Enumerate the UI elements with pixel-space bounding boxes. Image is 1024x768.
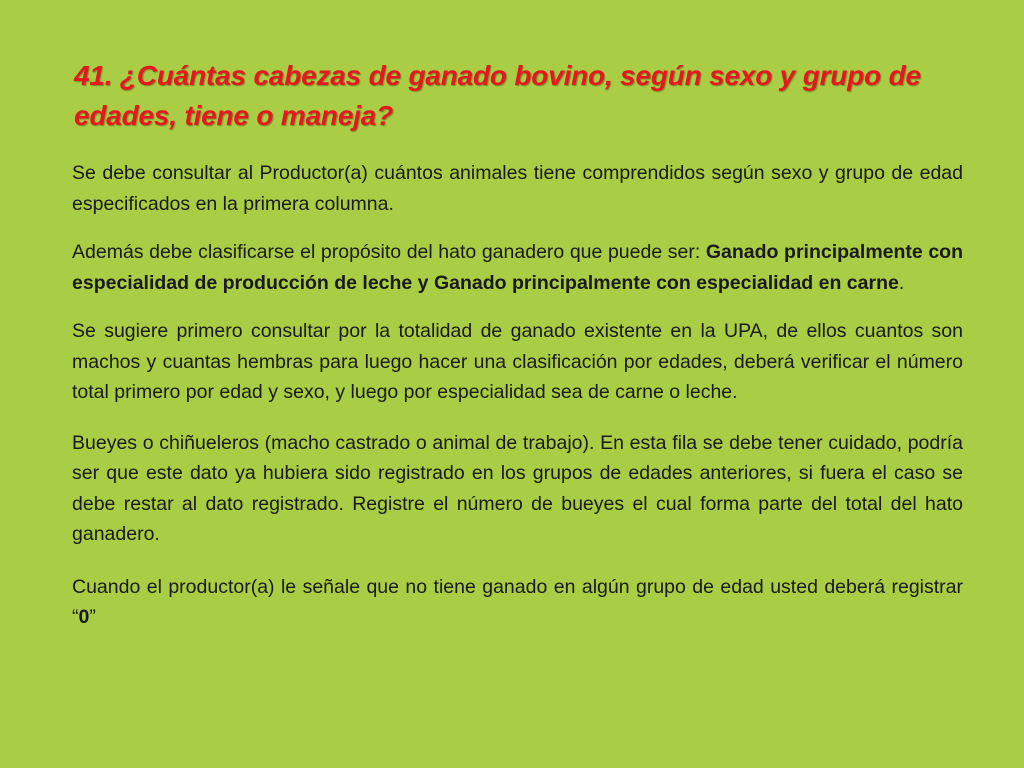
herd-purpose-intro: Además debe clasificarse el propósito del hato ganadero que puede ser: [72, 241, 706, 263]
paragraph-herd-purpose [72, 237, 963, 298]
paragraph-zero-entry [72, 572, 963, 633]
zero-value: 0 [78, 606, 90, 628]
herd-purpose-end: . [898, 271, 905, 294]
paragraph-oxen: Bueyes o chiñueleros (macho castrado o animal de trabajo). En esta fila se debe tener cuidado, podría ser que este dato ya hubiera sido registrado en los grupos de edades anteriores, si fuera el caso se debe restar al dato registrado. Registre el número de bueyes el cual forma parte del total del hato ganadero. [72, 431, 963, 545]
paragraph-total-herd: Se sugiere primero consultar por la totalidad de ganado existente en la UPA, de ellos cuantos son machos y cuantas hembras para luego hacer una clasificación por edades, deberá verificar el número total primero por edad y sexo, y luego por especialidad sea de carne o leche. [72, 320, 963, 403]
zero-entry-end: ” [89, 606, 96, 628]
herd-purpose-types: Ganado principalmente con especialidad de producción de leche y Ganado principalmente con especialidad en carne [72, 241, 964, 294]
slide-body [72, 158, 963, 651]
zero-entry-intro: Cuando el productor(a) le señale que no tiene ganado en algún grupo de edad usted deberá registrar “ [72, 575, 963, 628]
paragraph-consult-producer: Se debe consultar al Productor(a) cuántos animales tiene comprendidos según sexo y grupo de edad especificados en la primera columna. [72, 162, 963, 215]
slide-title: 41. ¿Cuántas cabezas de ganado bovino, según sexo y grupo de edades, tiene o maneja? [74, 60, 921, 131]
